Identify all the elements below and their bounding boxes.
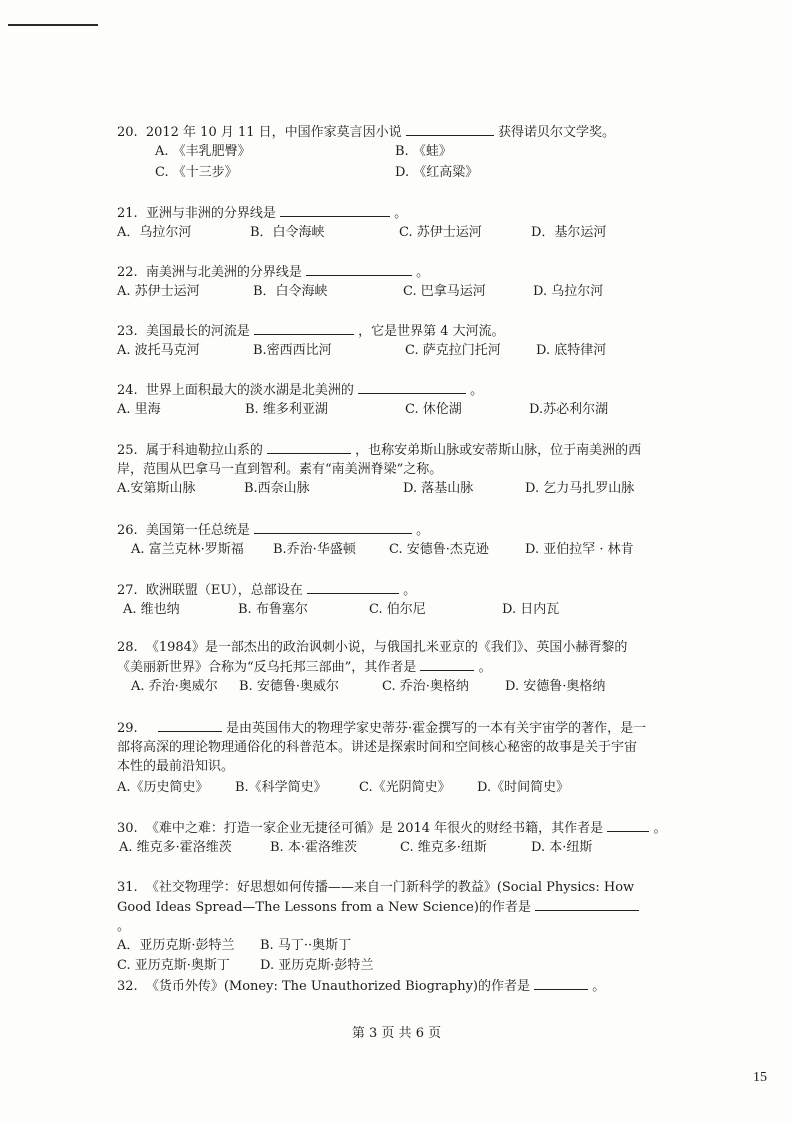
question-number: 24. (117, 383, 138, 398)
option-b[interactable]: B. 本·霍洛维茨 (270, 840, 357, 855)
option-b[interactable]: B.乔治·华盛顿 (273, 542, 356, 557)
question-20 (117, 122, 647, 183)
question-stem-end: 。 (592, 979, 606, 994)
option-a[interactable]: A. 富兰克林·罗斯福 (131, 542, 244, 557)
question-stem-end: 。 (653, 821, 667, 836)
option-c[interactable]: C. 巴拿马运河 (403, 284, 486, 299)
answer-blank[interactable] (607, 818, 649, 832)
answer-blank[interactable] (420, 657, 474, 671)
option-d[interactable]: D. 安德鲁·奥格纳 (505, 679, 606, 694)
question-23 (117, 321, 647, 361)
option-c[interactable]: C. 安德鲁·杰克逊 (389, 542, 489, 557)
option-d[interactable]: D. 亚伯拉罕 · 林肯 (525, 542, 634, 557)
option-d[interactable]: D. 底特律河 (536, 343, 607, 358)
option-a[interactable]: A. 波托马克河 (117, 343, 200, 358)
question-stem-end: 。 (416, 523, 430, 538)
question-stem: 美国最长的河流是 (145, 324, 250, 339)
question-stem-end: ，它是世界第 4 大河流。 (358, 324, 505, 339)
option-b[interactable]: B．白令海峡 (253, 284, 328, 299)
option-d[interactable]: D. 《红高粱》 (395, 165, 479, 180)
option-c[interactable]: C. 伯尔尼 (369, 602, 426, 617)
answer-blank[interactable] (358, 380, 466, 394)
question-stem: 《难中之难：打造一家企业无捷径可循》是 2014 年很火的财经书籍，其作者是 (145, 821, 604, 836)
question-stem: 亚洲与非洲的分界线是 (145, 206, 276, 221)
option-d[interactable]: D. 本·纽斯 (531, 840, 593, 855)
option-a[interactable]: A. 《丰乳肥臀》 (155, 144, 251, 159)
question-number: 23. (117, 324, 138, 339)
option-b[interactable]: B．白令海峡 (250, 225, 325, 240)
question-stem: 是由英国伟大的物理学家史蒂芬·霍金撰写的一本有关宇宙学的著作，是一部将高深的理论物理通俗化的科普范本。讲述是探索时间和空间核心秘密的故事是关于宇宙本性的最前沿知识。 (117, 721, 647, 774)
option-d[interactable]: D．基尔运河 (531, 225, 607, 240)
option-a[interactable]: A. 维克多·霍洛维茨 (119, 840, 232, 855)
question-28 (117, 638, 647, 697)
question-number: 28. (117, 640, 138, 655)
option-a[interactable]: A.安第斯山脉 (117, 481, 196, 496)
option-d[interactable]: D. 亚历克斯·彭特兰 (260, 958, 374, 973)
option-c[interactable]: C. 维克多·纽斯 (400, 840, 487, 855)
question-stem: 《1984》是一部杰出的政治讽刺小说，与俄国扎米亚京的《我们》、英国小赫胥黎的《美丽新世界》合称为“反乌托邦三部曲”，其作者是 (117, 640, 628, 675)
question-number: 27. (117, 583, 138, 598)
option-d[interactable]: D. 日内瓦 (502, 602, 560, 617)
question-32 (117, 976, 647, 996)
question-number: 30. (117, 821, 138, 836)
question-stem-end: ，也称安弟斯山脉或安蒂斯山脉，位于南美洲的西岸，范围从巴拿马一直到智利。素有“南美洲脊梁”之称。 (117, 443, 642, 477)
option-c[interactable]: C. 亚历克斯·奥斯丁 (117, 958, 230, 973)
question-stem: 欧洲联盟（EU），总部设在 (145, 583, 303, 598)
option-b[interactable]: B. 《蛙》 (395, 144, 452, 159)
question-number: 22. (117, 265, 138, 280)
question-number: 32. (117, 979, 138, 994)
option-b[interactable]: B. 布鲁塞尔 (238, 602, 308, 617)
corner-rule (8, 24, 98, 26)
corner-page-number: 15 (753, 1070, 767, 1085)
option-c[interactable]: C. 乔治·奥格纳 (382, 679, 469, 694)
option-b[interactable]: B.《科学简史》 (235, 780, 327, 795)
option-c[interactable]: C. 休伦湖 (405, 402, 462, 417)
answer-blank[interactable] (535, 897, 639, 911)
option-c[interactable]: D. 落基山脉 (403, 481, 474, 496)
question-21 (117, 203, 647, 243)
option-a[interactable]: A．亚历克斯·彭特兰 (117, 938, 235, 953)
option-c[interactable]: C. 苏伊士运河 (399, 225, 482, 240)
question-stem-end: 。 (394, 206, 408, 221)
option-a[interactable]: A. 维也纳 (123, 602, 180, 617)
question-stem: 《社交物理学：好思想如何传播——来自一门新科学的教益》(Social Physics: How Good Ideas Spread—The Lessons from a New Science)的作者是 (117, 880, 635, 915)
answer-blank[interactable] (158, 718, 222, 732)
option-b[interactable]: B. 马丁··奥斯丁 (260, 938, 352, 953)
option-d[interactable]: D.苏必利尔湖 (529, 402, 609, 417)
option-b[interactable]: B.西奈山脉 (244, 481, 310, 496)
question-stem-end: 获得诺贝尔文学奖。 (497, 125, 615, 140)
question-stem-end: 。 (470, 383, 484, 398)
answer-blank[interactable] (307, 580, 399, 594)
question-30 (117, 818, 667, 858)
question-number: 26. (117, 523, 138, 538)
question-25 (117, 440, 647, 499)
answer-blank[interactable] (534, 976, 588, 990)
answer-blank[interactable] (306, 262, 412, 276)
option-a[interactable]: A.《历史简史》 (117, 780, 209, 795)
question-29 (117, 718, 647, 798)
option-b[interactable]: B. 安德鲁·奥威尔 (239, 679, 339, 694)
question-stem: 《货币外传》(Money: The Unauthorized Biography)的作者是 (145, 979, 531, 994)
question-stem: 南美洲与北美洲的分界线是 (145, 265, 302, 280)
option-c[interactable]: C. 《十三步》 (155, 165, 238, 180)
question-22 (117, 262, 647, 302)
option-b[interactable]: B. 维多利亚湖 (245, 402, 328, 417)
question-stem-end: 。 (478, 660, 492, 675)
question-number: 31. (117, 880, 138, 895)
question-24 (117, 380, 647, 420)
option-a[interactable]: A．乌拉尔河 (117, 225, 192, 240)
option-a[interactable]: A. 里海 (117, 402, 161, 417)
question-number: 21. (117, 206, 138, 221)
option-a[interactable]: A. 乔治·奥威尔 (131, 679, 218, 694)
question-number: 25. (117, 443, 138, 458)
option-c[interactable]: C. 萨克拉门托河 (405, 343, 501, 358)
answer-blank[interactable] (267, 440, 351, 454)
question-stem: 2012 年 10 月 11 日，中国作家莫言因小说 (145, 125, 402, 140)
answer-blank[interactable] (406, 122, 494, 136)
answer-blank[interactable] (254, 321, 354, 335)
question-number: 29. (117, 721, 138, 736)
option-a[interactable]: A. 苏伊士运河 (117, 284, 200, 299)
question-stem: 世界上面积最大的淡水湖是北美洲的 (145, 383, 354, 398)
option-c[interactable]: C.《光阴简史》 (359, 780, 451, 795)
option-b[interactable]: B.密西西比河 (253, 343, 332, 358)
option-d[interactable]: D.《时间简史》 (477, 780, 570, 795)
question-stem-end: 。 (117, 919, 131, 934)
question-stem-end: 。 (416, 265, 430, 280)
question-stem: 美国第一任总统是 (145, 523, 250, 538)
answer-blank[interactable] (280, 203, 390, 217)
option-d[interactable]: D. 乌拉尔河 (533, 284, 604, 299)
question-stem-end: 。 (403, 583, 417, 598)
question-27 (117, 580, 647, 620)
question-stem: 属于科迪勒拉山系的 (145, 443, 263, 458)
question-31 (117, 878, 647, 976)
question-26 (117, 520, 647, 560)
answer-blank[interactable] (254, 520, 412, 534)
question-number: 20. (117, 125, 138, 140)
page-footer: 第 3 页 共 6 页 (351, 1026, 442, 1041)
option-d[interactable]: D. 乞力马扎罗山脉 (525, 481, 635, 496)
